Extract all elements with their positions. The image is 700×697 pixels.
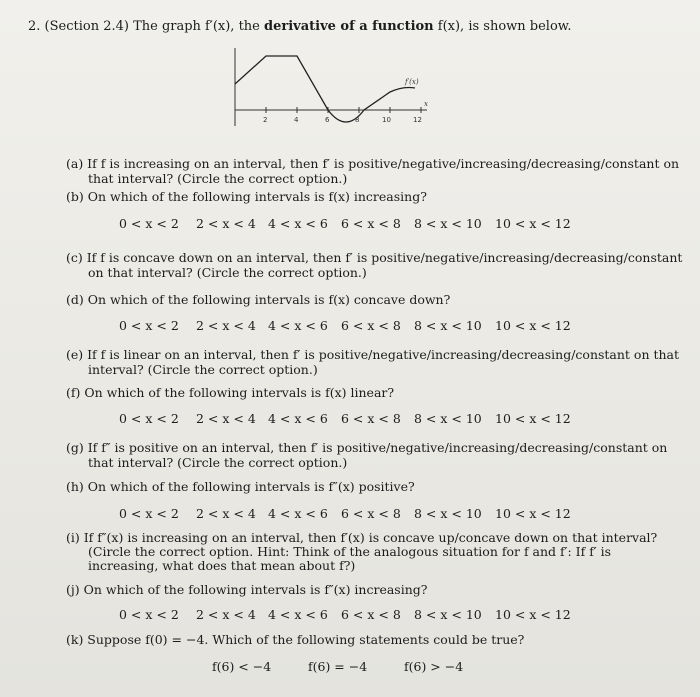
question-g-line1: (g) If f″ is positive on an interval, then f′ is positive/negative/increasing/decreasing/constant on: [66, 440, 668, 455]
x-tick-label: 2: [263, 116, 268, 124]
interval-option[interactable]: 0 < x < 2: [119, 607, 179, 622]
interval-option[interactable]: 2 < x < 4: [196, 607, 256, 622]
interval-option[interactable]: 8 < x < 10: [414, 506, 482, 521]
interval-option[interactable]: 2 < x < 4: [196, 411, 256, 426]
x-axis-label: x: [424, 100, 428, 108]
interval-option[interactable]: 10 < x < 12: [495, 318, 571, 333]
question-d-line1: (d) On which of the following intervals is f(x) concave down?: [66, 292, 451, 307]
interval-option[interactable]: 4 < x < 6: [268, 411, 328, 426]
interval-option[interactable]: 6 < x < 8: [341, 411, 401, 426]
derivative-graph: [225, 44, 435, 134]
problem-header: [28, 19, 572, 34]
interval-option[interactable]: 0 < x < 2: [119, 216, 179, 231]
question-c-line1: (c) If f is concave down on an interval, then f′ is positive/negative/increasing/decreasing/constant: [66, 250, 683, 265]
x-tick-label: 4: [294, 116, 299, 124]
header-suffix: f(x), is shown below.: [433, 19, 572, 34]
question-e-line1: (e) If f is linear on an interval, then f′ is positive/negative/increasing/decreasing/constant on that: [66, 347, 680, 362]
interval-option[interactable]: 6 < x < 8: [341, 607, 401, 622]
statement-option[interactable]: f(6) = −4: [308, 659, 368, 674]
interval-option[interactable]: 6 < x < 8: [341, 506, 401, 521]
interval-option[interactable]: 10 < x < 12: [495, 216, 571, 231]
interval-option[interactable]: 0 < x < 2: [119, 506, 179, 521]
question-c-line2: on that interval? (Circle the correct option.): [88, 265, 367, 280]
interval-option[interactable]: 2 < x < 4: [196, 506, 256, 521]
statement-option[interactable]: f(6) < −4: [212, 659, 272, 674]
question-a-line1: (a) If f is increasing on an interval, then f′ is positive/negative/increasing/decreasing/constant on: [66, 156, 680, 171]
x-tick-label: 8: [355, 116, 360, 124]
question-i-line2: (Circle the correct option. Hint: Think of the analogous situation for f and f′: If f′ is: [88, 544, 612, 559]
question-i-line1: (i) If f″(x) is increasing on an interval, then f′(x) is concave up/concave down on that interval?: [66, 530, 658, 545]
x-tick-label: 12: [413, 116, 422, 124]
interval-option[interactable]: 10 < x < 12: [495, 411, 571, 426]
header-bold: derivative of a function: [264, 19, 434, 34]
interval-option[interactable]: 8 < x < 10: [414, 318, 482, 333]
interval-option[interactable]: 4 < x < 6: [268, 318, 328, 333]
question-k-line1: (k) Suppose f(0) = −4. Which of the following statements could be true?: [66, 632, 525, 647]
interval-option[interactable]: 4 < x < 6: [268, 216, 328, 231]
question-h-line1: (h) On which of the following intervals is f″(x) positive?: [66, 479, 415, 494]
interval-option[interactable]: 0 < x < 2: [119, 411, 179, 426]
interval-option[interactable]: 2 < x < 4: [196, 318, 256, 333]
question-i-line3: increasing, what does that mean about f?): [88, 558, 356, 573]
question-a-line2: that interval? (Circle the correct option.): [88, 171, 348, 186]
x-tick-label: 6: [325, 116, 330, 124]
interval-option[interactable]: 10 < x < 12: [495, 607, 571, 622]
statement-option[interactable]: f(6) > −4: [404, 659, 464, 674]
interval-option[interactable]: 4 < x < 6: [268, 506, 328, 521]
header-prefix: 2. (Section 2.4) The graph f′(x), the: [28, 19, 264, 34]
question-b-line1: (b) On which of the following intervals is f(x) increasing?: [66, 189, 427, 204]
question-g-line2: that interval? (Circle the correct option.): [88, 455, 348, 470]
f-prime-curve: [235, 56, 415, 122]
interval-option[interactable]: 8 < x < 10: [414, 607, 482, 622]
interval-option[interactable]: 8 < x < 10: [414, 411, 482, 426]
question-j-line1: (j) On which of the following intervals is f″(x) increasing?: [66, 582, 428, 597]
interval-option[interactable]: 4 < x < 6: [268, 607, 328, 622]
interval-option[interactable]: 10 < x < 12: [495, 506, 571, 521]
interval-option[interactable]: 8 < x < 10: [414, 216, 482, 231]
question-f-line1: (f) On which of the following intervals is f(x) linear?: [66, 385, 395, 400]
x-tick-label: 10: [382, 116, 391, 124]
curve-label: f′(x): [405, 78, 419, 86]
interval-option[interactable]: 6 < x < 8: [341, 216, 401, 231]
interval-option[interactable]: 6 < x < 8: [341, 318, 401, 333]
interval-option[interactable]: 0 < x < 2: [119, 318, 179, 333]
question-e-line2: interval? (Circle the correct option.): [88, 362, 318, 377]
interval-option[interactable]: 2 < x < 4: [196, 216, 256, 231]
